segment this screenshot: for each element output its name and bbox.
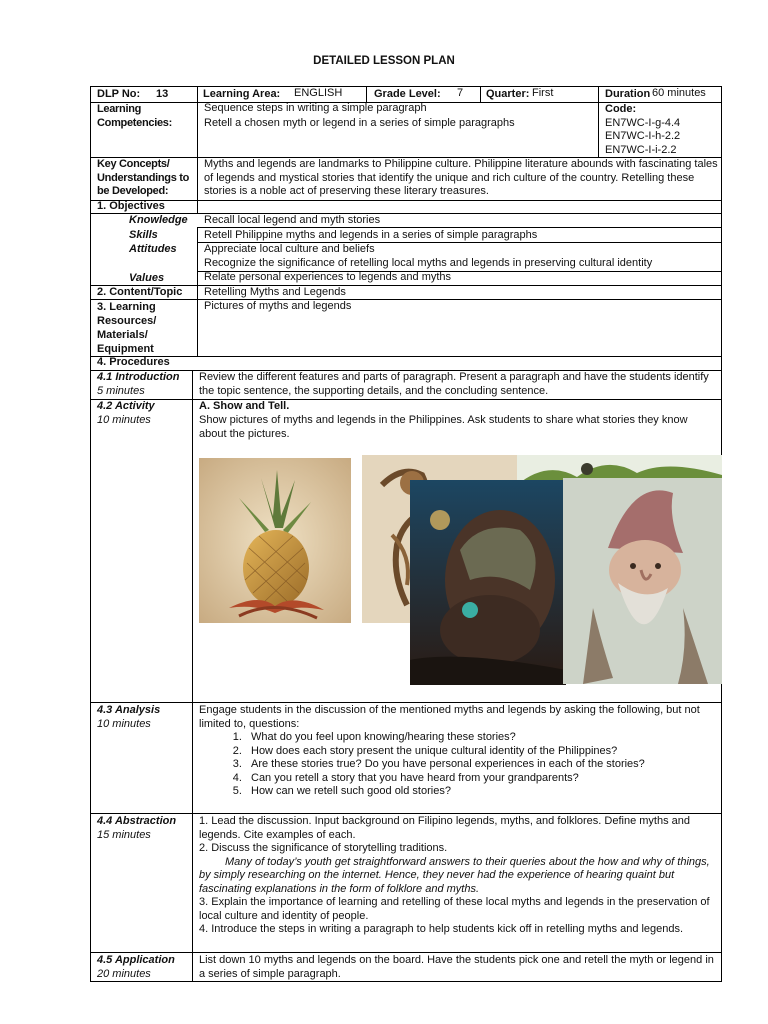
- attitudes-text-1: Appreciate local culture and beliefs: [204, 243, 375, 255]
- key-concepts-label: Key Concepts/ Understandings to be Developed:: [97, 158, 190, 197]
- intro-text: Review the different features and parts of paragraph. Present a paragraph and have the students identify the topic sentence, the supporting details, and the concluding sentence.: [199, 371, 709, 397]
- code-2: EN7WC-I-h-2.2: [605, 130, 681, 142]
- page-title: DETAILED LESSON PLAN: [313, 55, 455, 67]
- duwende-picture: [563, 478, 722, 684]
- competency-1: Sequence steps in writing a simple paragraph: [204, 102, 427, 114]
- application-time: 20 minutes: [97, 968, 151, 980]
- application-label: 4.5 Application: [97, 954, 175, 966]
- resources-label: 3. Learning Resources/ Materials/ Equipment: [97, 301, 157, 355]
- quarter-value: First: [532, 87, 554, 99]
- abstraction-time: 15 minutes: [97, 829, 151, 841]
- analysis-block: [199, 704, 719, 799]
- learning-area-value: ENGLISH: [294, 87, 343, 99]
- intro-label: 4.1 Introduction: [97, 371, 180, 383]
- question-item: 4. Can you retell a story that you have heard from your grandparents?: [245, 772, 719, 786]
- competencies-label: Learning Competencies:: [97, 103, 172, 129]
- resources-value: Pictures of myths and legends: [204, 300, 352, 312]
- values-label: Values: [129, 272, 165, 284]
- duration-label: Duration: [605, 88, 651, 100]
- attitudes-label: Attitudes: [129, 243, 177, 255]
- activity-heading: A. Show and Tell.: [199, 400, 290, 412]
- dlp-label: DLP No:: [97, 88, 141, 100]
- code-label: Code:: [605, 103, 637, 115]
- question-item: 5. How can we retell such good old stories?: [245, 785, 719, 799]
- analysis-time: 10 minutes: [97, 718, 151, 730]
- abstraction-quote: Many of today’s youth get straightforward answers to their queries about the how and why of things, by simply researching on the internet. Hence, they never had the experience of hearing quaint but fascinating explanations in the form of folklore and myths.: [199, 855, 710, 895]
- competency-2: Retell a chosen myth or legend in a series of simple paragraphs: [204, 117, 515, 129]
- knowledge-text: Recall local legend and myth stories: [204, 214, 381, 226]
- skills-label: Skills: [129, 229, 158, 241]
- content-value: Retelling Myths and Legends: [204, 286, 346, 298]
- question-item: 2. How does each story present the unique cultural identity of the Philippines?: [245, 745, 719, 759]
- analysis-text: Engage students in the discussion of the mentioned myths and legends by asking the following, but not limited to, questions:: [199, 704, 700, 730]
- code-1: EN7WC-I-g-4.4: [605, 117, 681, 129]
- key-concepts-text: Myths and legends are landmarks to Philippine culture. Philippine literature abounds with fascinating tales of legends and mystical stories that identify the unique and rich culture of the country. Retelling these stories is a noble act of preserving these literary treasures.: [204, 158, 718, 197]
- intro-time: 5 minutes: [97, 385, 145, 397]
- knowledge-label: Knowledge: [129, 214, 188, 226]
- objectives-label: 1. Objectives: [97, 200, 165, 212]
- values-text: Relate personal experiences to legends and myths: [204, 271, 452, 283]
- activity-label: 4.2 Activity: [97, 400, 155, 412]
- abstraction-p3: 3. Explain the importance of learning and retelling of these local myths and legends in the preservation of local culture and identity of people.: [199, 896, 710, 922]
- abstraction-block: [199, 815, 719, 937]
- activity-text: Show pictures of myths and legends in the Philippines. Ask students to share what stories they know about the pictures.: [199, 414, 688, 440]
- kapre-picture: [410, 480, 566, 685]
- grade-level-label: Grade Level:: [374, 88, 441, 100]
- analysis-questions: [199, 731, 719, 799]
- skills-text: Retell Philippine myths and legends in a series of simple paragraphs: [204, 229, 538, 241]
- content-label: 2. Content/Topic: [97, 286, 183, 298]
- dlp-value: 13: [156, 88, 169, 100]
- activity-time: 10 minutes: [97, 414, 151, 426]
- abstraction-p2: 2. Discuss the significance of storytelling traditions.: [199, 842, 448, 854]
- procedures-label: 4. Procedures: [97, 356, 170, 368]
- abstraction-p4: 4. Introduce the steps in writing a paragraph to help students kick off in retelling myths and legends.: [199, 923, 684, 935]
- pineapple-picture: [199, 458, 351, 623]
- analysis-label: 4.3 Analysis: [97, 704, 161, 716]
- code-3: EN7WC-I-i-2.2: [605, 144, 677, 156]
- abstraction-label: 4.4 Abstraction: [97, 815, 177, 827]
- application-text: List down 10 myths and legends on the board. Have the students pick one and retell the myth or legend in a series of simple paragraph.: [199, 954, 714, 980]
- question-item: 1. What do you feel upon knowing/hearing these stories?: [245, 731, 719, 745]
- attitudes-text-2: Recognize the significance of retelling local myths and legends in preserving cultural identity: [204, 257, 653, 269]
- abstraction-p1: 1. Lead the discussion. Input background on Filipino legends, myths, and folklores. Define myths and legends. Cite examples of each.: [199, 815, 691, 841]
- question-item: 3. Are these stories true? Do you have personal experiences in each of the stories?: [245, 758, 719, 772]
- grade-level-value: 7: [457, 87, 464, 99]
- duration-value: 60 minutes: [652, 87, 706, 99]
- learning-area-label: Learning Area:: [203, 88, 281, 100]
- quarter-label: Quarter:: [486, 88, 530, 100]
